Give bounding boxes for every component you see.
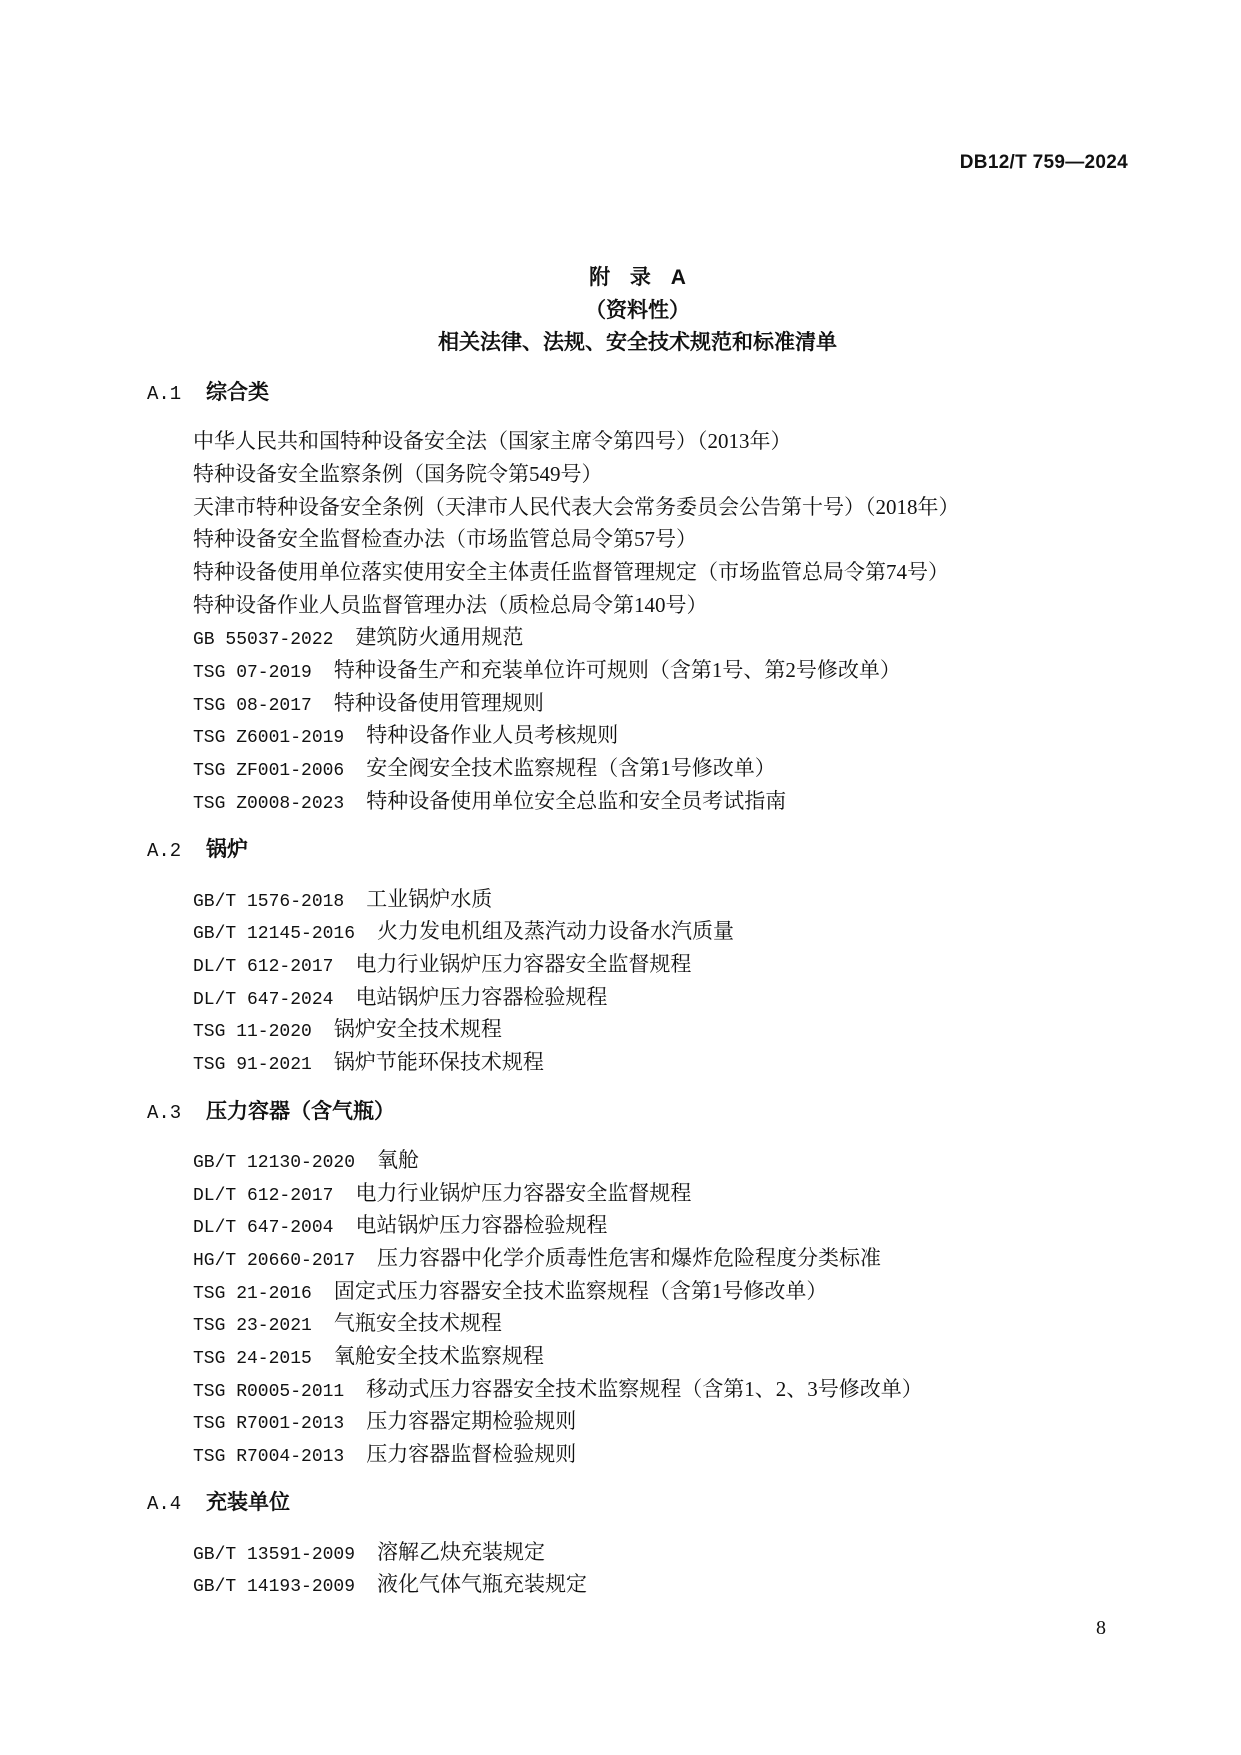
- standard-name: 电力行业锅炉压力容器安全监督规程: [355, 1180, 692, 1205]
- standard-name: 锅炉安全技术规程: [333, 1017, 502, 1042]
- section-4: [147, 1487, 1128, 1601]
- standard-name: 溶解乙炔充装规定: [377, 1539, 546, 1564]
- standard-name: 工业锅炉水质: [366, 886, 493, 911]
- section-title: 锅炉: [206, 838, 248, 862]
- standard-code: TSG Z6001-2019: [193, 728, 345, 749]
- appendix-heading: [147, 262, 1128, 360]
- section-number: A.2: [147, 840, 182, 863]
- standard-name: 气瓶安全技术规程: [333, 1311, 502, 1336]
- standard-name: 特种设备使用管理规则: [333, 690, 544, 715]
- standard-name: 固定式压力容器安全技术监察规程（含第1号修改单）: [333, 1278, 828, 1303]
- standard-entry: [147, 1144, 1128, 1177]
- section-3: [147, 1096, 1128, 1471]
- section-heading: [147, 834, 1128, 867]
- standard-entry: [147, 491, 1128, 524]
- standard-entry: [147, 1405, 1128, 1438]
- standard-name: 安全阀安全技术监察规程（含第1号修改单）: [366, 756, 776, 781]
- standard-name: 氧舱: [377, 1147, 420, 1172]
- section-number: A.4: [147, 1493, 182, 1516]
- standard-name: 液化气体气瓶充装规定: [377, 1572, 588, 1597]
- standard-entry: [147, 915, 1128, 948]
- standard-code: TSG 24-2015: [193, 1348, 312, 1369]
- standard-name: 压力容器定期检验规则: [366, 1409, 577, 1434]
- standard-name: 特种设备安全监察条例（国务院令第549号）: [193, 461, 603, 486]
- standard-entry: [147, 752, 1128, 785]
- standard-entry: [147, 1046, 1128, 1079]
- standard-name: 特种设备生产和充装单位许可规则（含第1号、第2号修改单）: [333, 658, 901, 683]
- standard-code: GB/T 13591-2009: [193, 1544, 356, 1565]
- standard-entry: [147, 1275, 1128, 1308]
- standard-name: 移动式压力容器安全技术监察规程（含第1、2、3号修改单）: [366, 1376, 923, 1401]
- standard-name: 特种设备作业人员考核规则: [366, 723, 619, 748]
- standard-name: 电站锅炉压力容器检验规程: [355, 984, 608, 1009]
- standard-entry: [147, 1209, 1128, 1242]
- standard-name: 中华人民共和国特种设备安全法（国家主席令第四号）（2013年）: [193, 429, 792, 454]
- standard-code: GB 55037-2022: [193, 630, 334, 651]
- appendix-nature: （资料性）: [585, 298, 690, 322]
- standard-code: DL/T 612-2017: [193, 956, 334, 977]
- standard-name: 特种设备作业人员监督管理办法（质检总局令第140号）: [193, 592, 708, 617]
- standard-entry: [147, 621, 1128, 654]
- standard-entry: [147, 589, 1128, 622]
- standard-entry: [147, 458, 1128, 491]
- standard-entry: [147, 1536, 1128, 1569]
- standard-code: DL/T 612-2017: [193, 1185, 334, 1206]
- standard-entry: [147, 1438, 1128, 1471]
- section-heading: [147, 377, 1128, 410]
- section-title: 综合类: [206, 381, 269, 404]
- standard-name: 压力容器中化学介质毒性危害和爆炸危险程度分类标准: [377, 1245, 882, 1270]
- standard-entry: [147, 1307, 1128, 1340]
- standard-entry: [147, 425, 1128, 458]
- standard-name: 电站锅炉压力容器检验规程: [355, 1213, 608, 1238]
- standard-entry: [147, 687, 1128, 720]
- section-heading: [147, 1096, 1128, 1129]
- standards-list: [147, 377, 1128, 1601]
- standard-entry: [147, 1568, 1128, 1601]
- appendix-label: 附 录 A: [589, 266, 686, 289]
- standard-name: 建筑防火通用规范: [355, 625, 524, 650]
- standard-code: TSG 11-2020: [193, 1022, 312, 1043]
- section-1: [147, 377, 1128, 818]
- standard-code: DL/T 647-2004: [193, 1218, 334, 1239]
- standard-code: TSG 07-2019: [193, 663, 312, 684]
- standard-entry: [147, 1242, 1128, 1275]
- standard-name: 电力行业锅炉压力容器安全监督规程: [355, 951, 692, 976]
- standard-entry: [147, 1013, 1128, 1046]
- section-title: 压力容器（含气瓶）: [206, 1099, 395, 1123]
- standard-code: TSG 21-2016: [193, 1283, 312, 1304]
- appendix-title: 相关法律、法规、安全技术规范和标准清单: [438, 331, 837, 354]
- section-title: 充装单位: [206, 1491, 290, 1515]
- standard-code: GB/T 12145-2016: [193, 924, 356, 945]
- standard-name: 氧舱安全技术监察规程: [333, 1343, 544, 1368]
- standard-entry: [147, 785, 1128, 818]
- page-number: 8: [1096, 1617, 1106, 1639]
- standard-code: TSG 91-2021: [193, 1055, 312, 1076]
- section-number: A.1: [147, 383, 182, 405]
- standard-code: GB/T 1576-2018: [193, 891, 345, 912]
- standard-entry: [147, 719, 1128, 752]
- standard-entry: [147, 1340, 1128, 1373]
- standard-name: 火力发电机组及蒸汽动力设备水汽质量: [377, 919, 735, 944]
- standard-entry: [147, 654, 1128, 687]
- standard-code: TSG R7004-2013: [193, 1447, 345, 1467]
- standard-name: 特种设备安全监督检查办法（市场监管总局令第57号）: [193, 527, 697, 552]
- standard-name: 压力容器监督检验规则: [366, 1442, 577, 1466]
- standard-entry: [147, 883, 1128, 916]
- standard-name: 特种设备使用单位落实使用安全主体责任监督管理规定（市场监管总局令第74号）: [193, 560, 949, 585]
- section-heading: [147, 1487, 1128, 1520]
- standard-code: HG/T 20660-2017: [193, 1250, 356, 1271]
- standard-code: TSG Z0008-2023: [193, 793, 345, 814]
- standard-entry: [147, 523, 1128, 556]
- standard-entry: [147, 981, 1128, 1014]
- standard-code: TSG R7001-2013: [193, 1414, 345, 1435]
- standard-name: 特种设备使用单位安全总监和安全员考试指南: [366, 788, 787, 813]
- standard-entry: [147, 948, 1128, 981]
- standard-code: TSG ZF001-2006: [193, 761, 345, 782]
- standard-code: GB/T 14193-2009: [193, 1577, 356, 1598]
- section-2: [147, 834, 1128, 1078]
- standard-name: 天津市特种设备安全条例（天津市人民代表大会常务委员会公告第十号）（2018年）: [193, 494, 960, 519]
- standard-entry: [147, 1373, 1128, 1406]
- standard-code: TSG 08-2017: [193, 695, 312, 716]
- standard-name: 锅炉节能环保技术规程: [333, 1050, 544, 1075]
- standard-code: GB/T 12130-2020: [193, 1152, 356, 1173]
- section-number: A.3: [147, 1101, 182, 1124]
- standard-entry: [147, 556, 1128, 589]
- standard-code: DL/T 647-2024: [193, 989, 334, 1010]
- standard-entry: [147, 1177, 1128, 1210]
- standard-code: TSG 23-2021: [193, 1316, 312, 1337]
- document-number: DB12/T 759—2024: [959, 152, 1128, 173]
- standard-code: TSG R0005-2011: [193, 1381, 345, 1402]
